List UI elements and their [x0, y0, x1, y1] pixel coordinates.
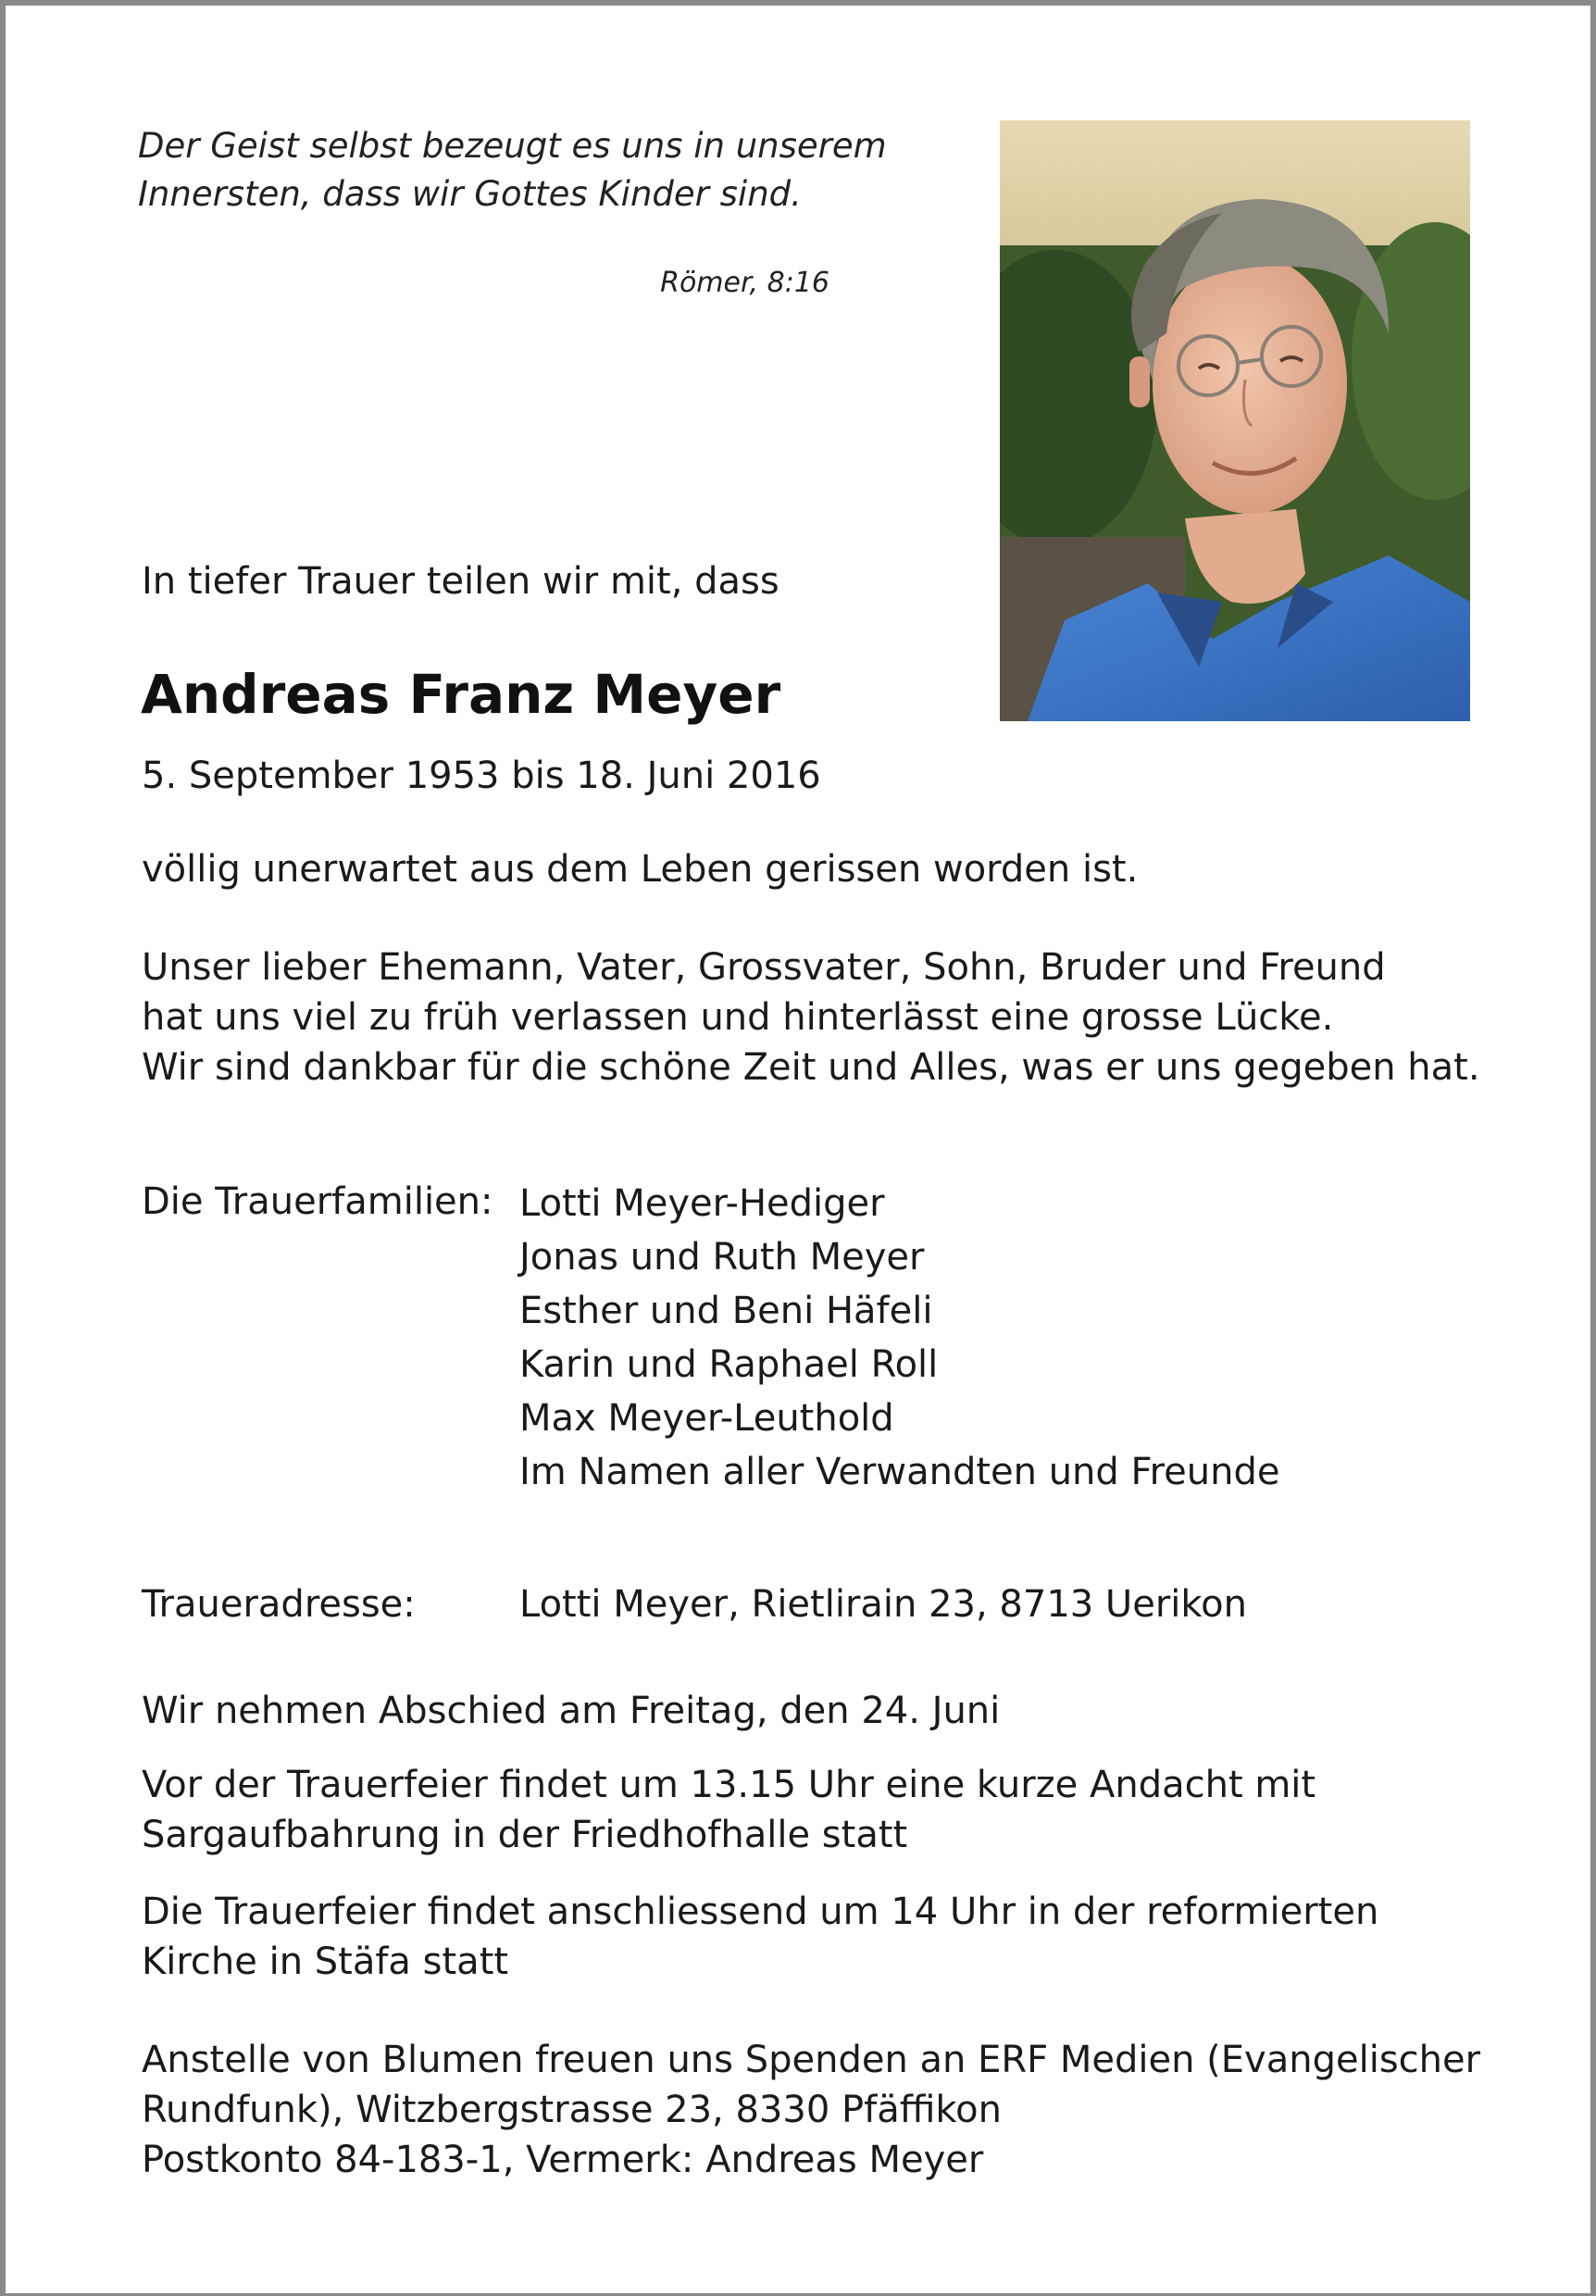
family-member: Jonas und Ruth Meyer [519, 1236, 925, 1279]
deceased-name: Andreas Franz Meyer [141, 663, 781, 726]
portrait-photo [1000, 120, 1470, 721]
families-label: Die Trauerfamilien: [142, 1180, 493, 1223]
donation-line: Anstelle von Blumen freuen uns Spenden an ERF Medien (Evangelischer [142, 2039, 1481, 2081]
family-member: Esther und Beni Häfeli [519, 1290, 933, 1332]
unexpected-text: völlig unerwartet aus dem Leben gerissen worden ist. [142, 848, 1139, 891]
bible-verse [138, 122, 887, 218]
family-member: Max Meyer-Leuthold [519, 1397, 894, 1440]
tribute-line: Unser lieber Ehemann, Vater, Grossvater, Sohn, Bruder und Freund [142, 946, 1386, 989]
donation-line: Rundfunk), Witzbergstrasse 23, 8330 Pfäffikon [142, 2089, 1002, 2131]
address-value: Lotti Meyer, Rietlirain 23, 8713 Uerikon [519, 1583, 1247, 1626]
life-dates: 5. September 1953 bis 18. Juni 2016 [142, 755, 821, 797]
donation-line: Postkonto 84-183-1, Vermerk: Andreas Meyer [142, 2139, 984, 2181]
ceremony-info [142, 1887, 1378, 1987]
address-label: Traueradresse: [142, 1583, 416, 1626]
donation-info [142, 2035, 1480, 2185]
ceremony-line: Kirche in Stäfa statt [142, 1940, 509, 1983]
verse-line: Innersten, dass wir Gottes Kinder sind. [138, 174, 802, 214]
andacht-line: Vor der Trauerfeier findet um 13.15 Uhr eine kurze Andacht mit [142, 1764, 1316, 1806]
intro-text: In tiefer Trauer teilen wir mit, dass [142, 560, 779, 603]
andacht-line: Sargaufbahrung in der Friedhofhalle statt [142, 1814, 908, 1856]
ceremony-line: Die Trauerfeier findet anschliessend um 14 Uhr in der reformierten [142, 1890, 1379, 1933]
farewell-date: Wir nehmen Abschied am Freitag, den 24. Juni [142, 1690, 1001, 1732]
tribute-line: hat uns viel zu früh verlassen und hinterlässt eine grosse Lücke. [142, 996, 1334, 1039]
verse-reference: Römer, 8:16 [660, 267, 829, 299]
tribute-paragraph [142, 942, 1480, 1092]
verse-line: Der Geist selbst bezeugt es uns in unserem [138, 126, 887, 166]
family-member: Karin und Raphael Roll [519, 1343, 939, 1386]
tribute-line: Wir sind dankbar für die schöne Zeit und Alles, was er uns gegeben hat. [142, 1046, 1480, 1089]
families-list [519, 1177, 1279, 1499]
andacht-info [142, 1760, 1315, 1860]
family-member: Lotti Meyer-Hediger [519, 1182, 885, 1225]
family-member: Im Namen aller Verwandten und Freunde [519, 1451, 1280, 1493]
